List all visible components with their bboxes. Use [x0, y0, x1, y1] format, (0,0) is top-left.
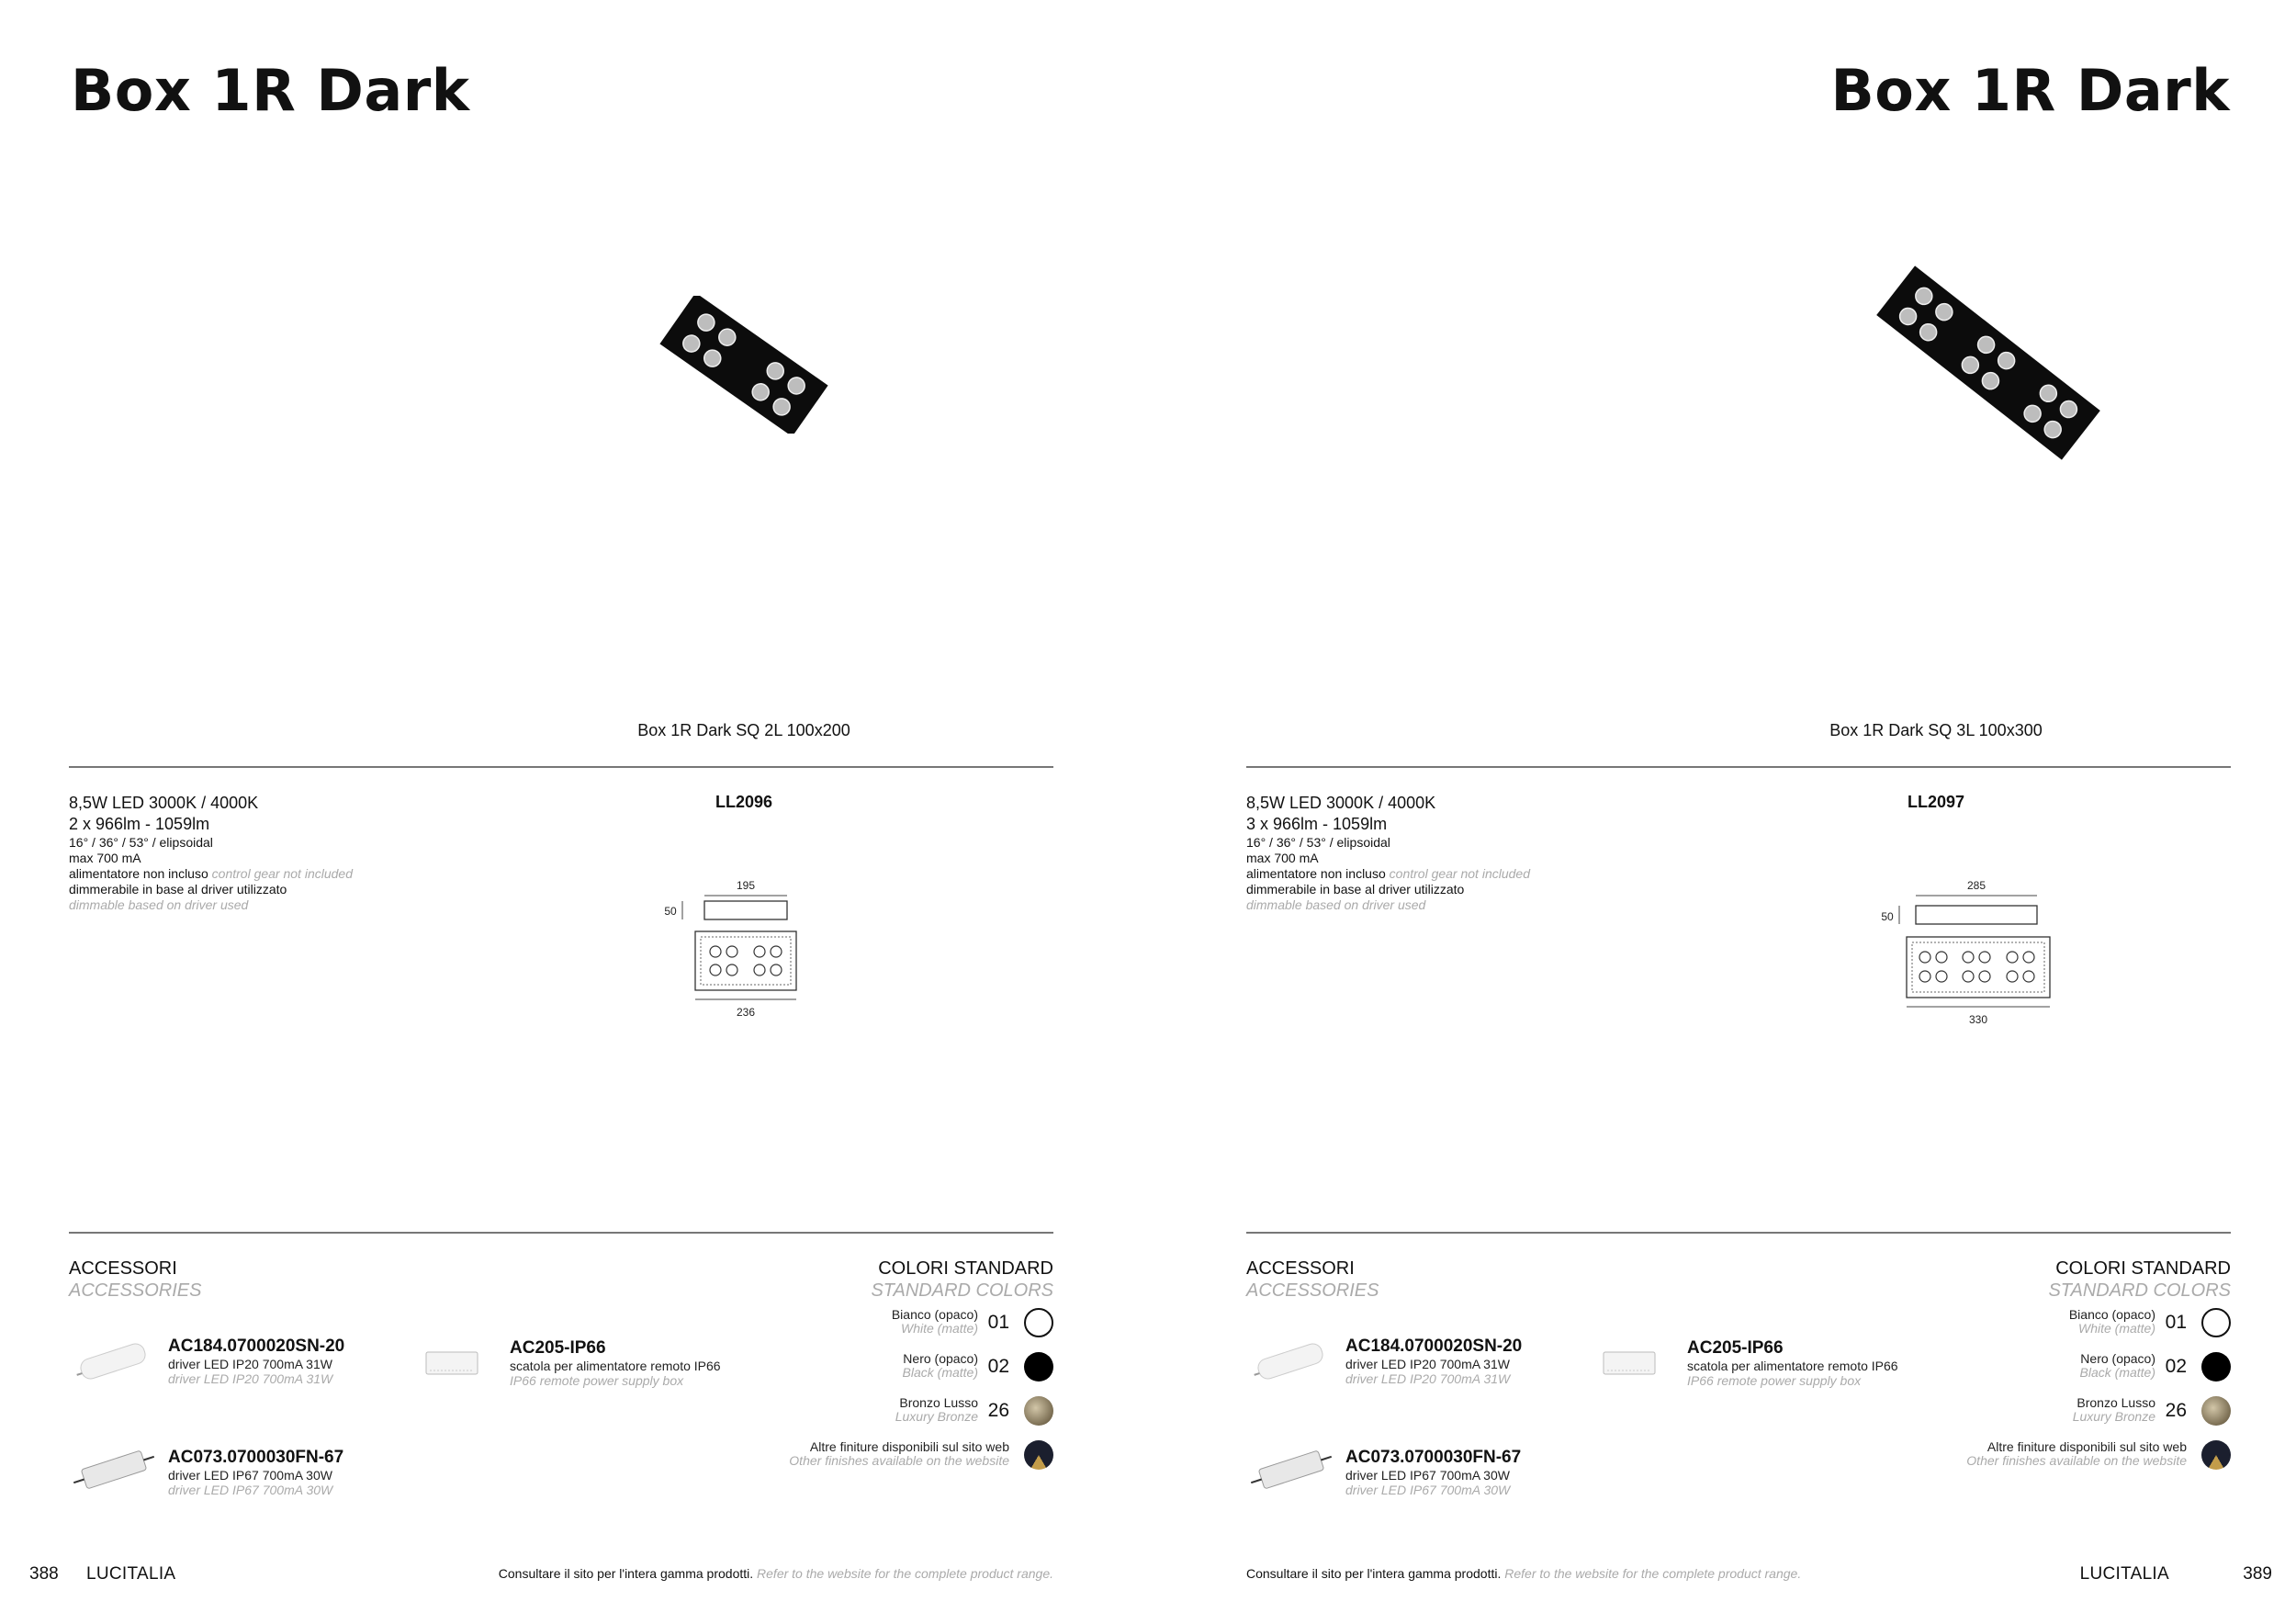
accessory-item: AC205-IP66 scatola per alimentatore remoto IP66 IP66 remote power supply box: [510, 1338, 721, 1388]
color-swatch: [2201, 1396, 2231, 1426]
remote-box-image: [1600, 1347, 1659, 1380]
specs-block: [69, 793, 353, 913]
divider: [1246, 1232, 2231, 1234]
accessories-title: ACCESSORI ACCESSORIES: [1246, 1258, 1379, 1301]
divider: [69, 1232, 1053, 1234]
accessory-code: AC073.0700030FN-67: [1345, 1448, 1522, 1467]
divider: [1246, 766, 2231, 768]
dim-height: 50: [1881, 910, 1894, 923]
spec-dimmable-en: dimmable based on driver used: [1246, 897, 1426, 912]
color-swatch: [1024, 1440, 1053, 1470]
accessory-code: AC205-IP66: [1687, 1338, 1784, 1358]
accessory-code: AC184.0700020SN-20: [168, 1336, 345, 1356]
right-page: [1148, 0, 2296, 1624]
spec-dimmable: dimmerabile in base al driver utilizzato: [69, 882, 287, 897]
color-swatch: [1024, 1396, 1053, 1426]
spec-dimmable: dimmerabile in base al driver utilizzato: [1246, 882, 1465, 897]
spec-current: max 700 mA: [69, 851, 141, 865]
color-swatch: [1024, 1352, 1053, 1382]
product-code: LL2097: [1907, 793, 1965, 811]
product-code: LL2096: [715, 793, 773, 811]
color-swatch: [2201, 1440, 2231, 1470]
color-swatch: [2201, 1352, 2231, 1382]
driver-ip20-image: [72, 1338, 154, 1384]
spec-lumen: 3 x 966lm - 1059lm: [1246, 815, 1388, 833]
color-option-other: Altre finiture disponibili sul sito web Other finishes available on the website: [1863, 1440, 2231, 1477]
spec-lumen: 2 x 966lm - 1059lm: [69, 815, 210, 833]
accessory-item: AC184.0700020SN-20 driver LED IP20 700mA 31W driver LED IP20 700mA 31W: [1345, 1336, 1523, 1386]
remote-box-image: [422, 1347, 481, 1380]
brand-name: LUCITALIA: [86, 1564, 176, 1584]
color-option-other: Altre finiture disponibili sul sito web Other finishes available on the website: [686, 1440, 1053, 1477]
spec-power: 8,5W LED 3000K / 4000K: [1246, 794, 1436, 812]
page-number: 389: [2243, 1564, 2272, 1584]
dim-top: 195: [736, 879, 756, 892]
color-option-black: Nero (opaco) Black (matte) 02: [1863, 1352, 2231, 1389]
spec-optics: 16° / 36° / 53° / elipsoidal: [69, 835, 213, 850]
footer-note: Consultare il sito per l'intera gamma prodotti. Refer to the website for the complete product range.: [1246, 1566, 1802, 1581]
accessory-code: AC184.0700020SN-20: [1345, 1336, 1523, 1356]
footer-note: Consultare il sito per l'intera gamma prodotti. Refer to the website for the complete product range.: [498, 1566, 1053, 1581]
divider: [69, 766, 1053, 768]
spec-gear: alimentatore non incluso control gear not included: [1246, 866, 1530, 881]
product-image-3l: [1860, 262, 2117, 464]
brand-name: LUCITALIA: [2079, 1564, 2169, 1584]
accessories-title: ACCESSORI ACCESSORIES: [69, 1258, 202, 1301]
accessory-code: AC073.0700030FN-67: [168, 1448, 344, 1467]
spec-current: max 700 mA: [1246, 851, 1319, 865]
accessory-item: AC073.0700030FN-67 driver LED IP67 700mA 30W driver LED IP67 700mA 30W: [168, 1448, 344, 1497]
color-option-white: Bianco (opaco) White (matte) 01: [686, 1308, 1053, 1345]
technical-drawing-3l: [1875, 873, 2059, 1038]
color-option-white: Bianco (opaco) White (matte) 01: [1863, 1308, 2231, 1345]
spec-optics: 16° / 36° / 53° / elipsoidal: [1246, 835, 1390, 850]
color-option-bronze: Bronzo Lusso Luxury Bronze 26: [686, 1396, 1053, 1433]
product-caption: Box 1R Dark SQ 3L 100x300: [1829, 721, 2043, 739]
technical-drawing-2l: [657, 873, 813, 1029]
accessory-item: AC205-IP66 scatola per alimentatore remoto IP66 IP66 remote power supply box: [1687, 1338, 1898, 1388]
spec-power: 8,5W LED 3000K / 4000K: [69, 794, 259, 812]
accessory-item: AC073.0700030FN-67 driver LED IP67 700mA 30W driver LED IP67 700mA 30W: [1345, 1448, 1522, 1497]
spec-gear: alimentatore non incluso control gear not included: [69, 866, 353, 881]
dim-bottom: 330: [1968, 1013, 1988, 1026]
driver-ip20-image: [1249, 1338, 1332, 1384]
spec-dimmable-en: dimmable based on driver used: [69, 897, 249, 912]
accessory-item: AC184.0700020SN-20 driver LED IP20 700mA 31W driver LED IP20 700mA 31W: [168, 1336, 345, 1386]
driver-ip67-image: [68, 1442, 160, 1497]
page-number: 388: [29, 1564, 59, 1584]
product-image-2l: [652, 296, 836, 434]
driver-ip67-image: [1245, 1442, 1337, 1497]
color-option-bronze: Bronzo Lusso Luxury Bronze 26: [1863, 1396, 2231, 1433]
page-title: Box 1R Dark: [1830, 57, 2230, 124]
dim-bottom: 236: [736, 1006, 756, 1019]
accessory-code: AC205-IP66: [510, 1338, 606, 1358]
product-caption: Box 1R Dark SQ 2L 100x200: [637, 721, 850, 739]
colors-title: COLORI STANDARD STANDARD COLORS: [871, 1258, 1053, 1301]
color-option-black: Nero (opaco) Black (matte) 02: [686, 1352, 1053, 1389]
color-swatch: [1024, 1308, 1053, 1337]
dim-height: 50: [664, 905, 677, 918]
page-title: Box 1R Dark: [71, 57, 470, 124]
colors-title: COLORI STANDARD STANDARD COLORS: [2048, 1258, 2231, 1301]
color-swatch: [2201, 1308, 2231, 1337]
specs-block: [1246, 793, 1530, 913]
dim-top: 285: [1966, 879, 1986, 892]
